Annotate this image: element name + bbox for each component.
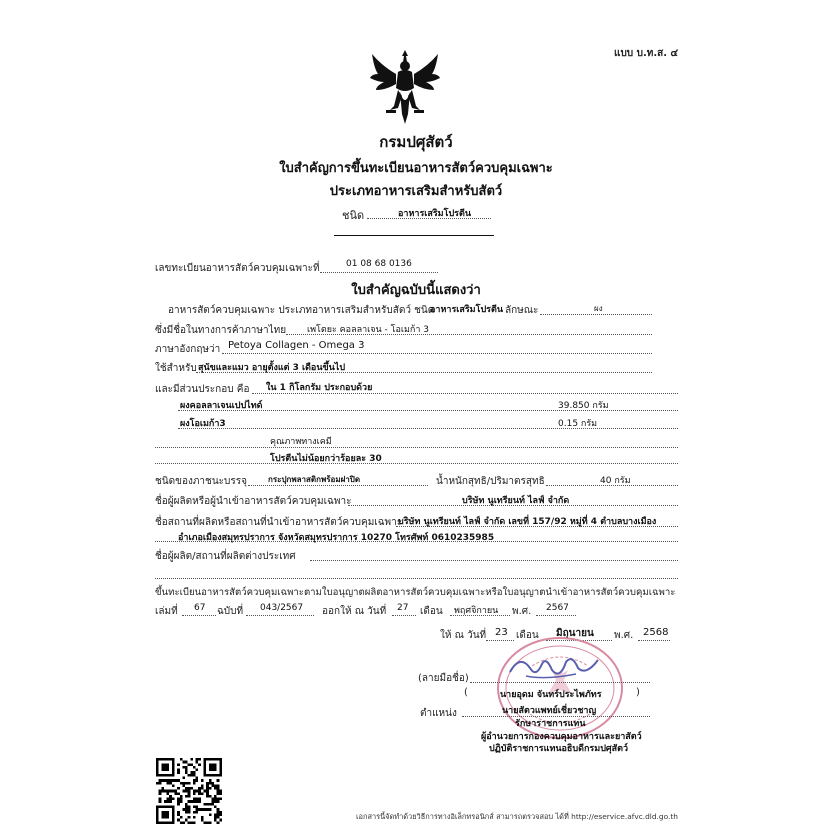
certificate-title-line1: ใบสำคัญการขึ้นทะเบียนอาหารสัตว์ควบคุมเฉพาะ [279, 161, 553, 176]
composition-intro: ใน 1 กิโลกรัม ประกอบด้วย [266, 383, 373, 393]
quality-value: โปรตีนไม่น้อยกว่าร้อยละ 30 [270, 454, 382, 464]
license-book-value: 67 [194, 603, 206, 613]
license-issue-label: ฉบับที่ [217, 606, 244, 617]
use-label: ใช้สำหรับ [155, 363, 197, 374]
form-label: ลักษณะ [505, 305, 539, 316]
position-line2: รักษาราชการแทน [515, 719, 586, 729]
packaging-label: ชนิดของภาชนะบรรจุ [155, 476, 247, 487]
license-month-label: เดือน [420, 606, 443, 617]
department-name: กรมปศุสัตว์ [379, 133, 453, 151]
product-line-prefix: อาหารสัตว์ควบคุมเฉพาะ ประเภทอาหารเสริมสำหรับสัตว์ ชนิด [168, 305, 435, 316]
importer-address-label: ชื่อสถานที่ผลิตหรือสถานที่นำเข้าอาหารสัตว์ควบคุมเฉพาะ [155, 517, 403, 528]
position-label: ตำแหน่ง [420, 708, 457, 719]
issued-year-label: พ.ศ. [614, 630, 634, 641]
license-month-value: พฤศจิกายน [454, 606, 499, 616]
certify-title: ใบสำคัญฉบับนี้แสดงว่า [351, 283, 481, 298]
eng-name-label: ภาษาอังกฤษว่า [155, 344, 221, 355]
composition-label: และมีส่วนประกอบ คือ [155, 384, 250, 395]
registration-label: เลขทะเบียนอาหารสัตว์ควบคุมเฉพาะที่ [155, 263, 320, 274]
quality-title: คุณภาพทางเคมี [270, 437, 332, 447]
type-value: อาหารเสริมโปรตีน [398, 209, 471, 219]
issued-day: 23 [495, 627, 508, 638]
license-year-value: 2567 [546, 603, 569, 613]
certificate-title-line2: ประเภทอาหารเสริมสำหรับสัตว์ [329, 184, 503, 199]
weight-value: 40 กรัม [600, 476, 631, 486]
importer-name-value: บริษัท นูเทรียนท์ ไลฟ์ จำกัด [462, 496, 570, 506]
thai-name-value: เพโตยะ คอลลาเจน - โอเมก้า 3 [307, 325, 429, 335]
signer-name: นายอุดม จันทร์ประไพภัทร [500, 690, 602, 700]
qr-code-icon [156, 758, 222, 824]
importer-address-line1: บริษัท นูเทรียนท์ ไลฟ์ จำกัด เลขที่ 157/92 หมู่ที่ 4 ตำบลบางเมือง [398, 517, 657, 527]
registration-number: 01 08 68 0136 [346, 259, 412, 269]
position-line4: ปฏิบัติราชการแทนอธิบดีกรมปศุสัตว์ [489, 744, 629, 754]
issued-month: มิถุนายน [556, 628, 594, 639]
issued-month-label: เดือน [516, 630, 539, 641]
footer-note: เอกสารนี้จัดทำด้วยวิธีการทางอิเล็กทรอนิกส์ สามารถตรวจสอบ ได้ที่ http://eservice.afvc.dld.go.th [356, 812, 678, 821]
use-value: สุนัขและแมว อายุตั้งแต่ 3 เดือนขึ้นไป [198, 363, 346, 373]
sign-label: (ลายมือชื่อ) [418, 673, 469, 684]
license-day-value: 27 [397, 603, 409, 613]
ingredient-name: ผงคอลลาเจนเปปไทด์ [180, 401, 263, 411]
importer-address-line2: อำเภอเมืองสมุทรปราการ จังหวัดสมุทรปราการ 10270 โทรศัพท์ 0610235985 [178, 533, 495, 543]
signature-icon [506, 650, 602, 684]
importer-name-label: ชื่อผู้ผลิตหรือผู้นำเข้าอาหารสัตว์ควบคุมเฉพาะ [155, 496, 352, 507]
eng-name-value: Petoya Collagen - Omega 3 [228, 340, 365, 351]
position-line3: ผู้อำนวยการกองควบคุมอาหารและยาสัตว์ [481, 732, 642, 742]
issued-given-label: ให้ ณ วันที่ [440, 630, 487, 641]
garuda-emblem-icon [368, 48, 442, 126]
name-close-paren: ) [636, 687, 640, 698]
license-year-label: พ.ศ. [512, 606, 532, 617]
type-label: ชนิด [342, 209, 365, 222]
packaging-value: กระปุกพลาสติกพร้อมฝาปิด [268, 475, 361, 484]
name-open-paren: ( [464, 687, 468, 698]
ingredient-amount: 39.850 กรัม [558, 401, 609, 411]
thai-name-label: ซึ่งมีชื่อในทางการค้าภาษาไทย [155, 325, 287, 336]
position-line1: นายสัตวแพทย์เชี่ยวชาญ [502, 706, 597, 716]
product-line-type: อาหารเสริมโปรตีน [430, 305, 503, 315]
license-day-label: ออกให้ ณ วันที่ [322, 606, 387, 617]
form-code: แบบ บ.ท.ส. ๔ [614, 48, 679, 59]
ingredient-name: ผงโอเมก้า3 [180, 419, 226, 429]
license-issue-value: 043/2567 [260, 603, 304, 613]
form-value: ผง [594, 304, 603, 313]
license-book-label: เล่มที่ [155, 606, 178, 617]
issued-year: 2568 [643, 627, 669, 638]
foreign-label: ชื่อผู้ผลิต/สถานที่ผลิตต่างประเทศ [155, 551, 296, 562]
ingredient-amount: 0.15 กรัม [558, 419, 598, 429]
header-divider [334, 235, 494, 236]
license-line1: ขึ้นทะเบียนอาหารสัตว์ควบคุมเฉพาะตามใบอนุญาตผลิตอาหารสัตว์ควบคุมเฉพาะหรือใบอนุญาตนำเข้าอาหารสัตว์ควบคุมเฉพาะ [155, 587, 676, 598]
weight-label: น้ำหนักสุทธิ/ปริมาตรสุทธิ [436, 476, 545, 487]
